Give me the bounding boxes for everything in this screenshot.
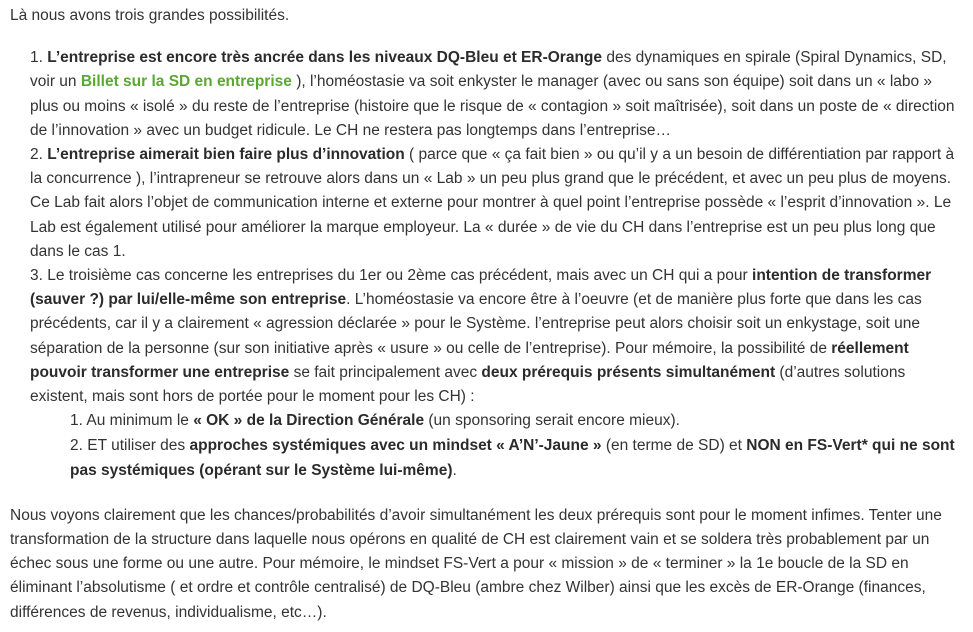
sub-item-number: 2.	[70, 437, 83, 455]
item-number: 2.	[30, 146, 43, 164]
sub-item-text: Au minimum le	[82, 412, 194, 430]
item-bold: L’entreprise aimerait bien faire plus d’innovation	[47, 146, 405, 164]
item-number: 1.	[30, 49, 43, 67]
item-bold: deux prérequis présents simultanément	[481, 363, 776, 381]
spiral-dynamics-link[interactable]: Billet sur la SD en entreprise	[80, 73, 292, 91]
item-bold: réellement pouvoir transformer une entreprise	[30, 339, 909, 381]
item-bold: L’entreprise est encore très ancrée dans les niveaux DQ-Bleu et ER-Orange	[47, 49, 603, 67]
item-number: 3.	[30, 267, 43, 285]
item-bold: intention de transformer (sauver ?) par lui/elle-même son entreprise	[30, 267, 932, 309]
item-text: (d’autres solutions existent, mais sont hors de portée pour le moment pour les CH) :	[30, 363, 906, 406]
sub-item-bold: NON en FS-Vert* qui ne sont pas systémiques (opérant sur le Système lui-même)	[70, 437, 955, 479]
list-item-1	[30, 46, 963, 143]
item-text: . L’homéostasie va encore être à l’oeuvre (et de manière plus forte que dans les cas précédents, car il y a clairement « agression déclarée » pour le Système. l’entreprise peut alors choisir soit un enkystage, soit une séparation de la personne (sur son initiative après « usure » ou celle de l’entreprise). Pour mémoire, la possibilité de	[30, 291, 922, 357]
possibilities-list	[10, 46, 963, 483]
sub-item-text: ET utiliser des	[82, 437, 190, 455]
sub-item-text: (un sponsoring serait encore mieux).	[424, 412, 680, 430]
conclusion-paragraph: Nous voyons clairement que les chances/probabilités d’avoir simultanément les deux prérequis sont pour le moment infimes. Tenter une transformation de la structure dans laquelle nous opérons en qualité de CH est clairement vain et se soldera très probablement par un échec sous une forme ou une autre. Pour mémoire, le mindset FS-Vert a pour « mission » de « terminer » la 1e boucle de la SD en éliminant l’absolutisme ( et ordre et contrôle centralisé) de DQ-Bleu (ambre chez Wilber) ainsi que les excès de ER-Orange (finances, différences de revenus, individualisme, etc…).	[10, 506, 942, 621]
prerequisites-list	[30, 409, 963, 483]
sub-item-text: (en terme de SD) et	[601, 437, 747, 455]
item-text: ), l’homéostasie va soit enkyster le manager (avec ou sans son équipe) soit dans un « labo » plus ou moins « isolé » du reste de l’entreprise (histoire que le risque de « contagion » soit maîtrisée), soit dans un poste de « direction de l’innovation » avec un budget ridicule. Le CH ne restera pas longtemps dans l’entreprise…	[30, 73, 955, 139]
item-text: des dynamiques en spirale (Spiral Dynamics, SD, voir un	[30, 49, 947, 91]
item-text: Le troisième cas concerne les entreprises du 1er ou 2ème cas précédent, mais avec un CH qui a pour	[42, 267, 753, 285]
item-text: se fait principalement avec	[289, 363, 482, 381]
sub-item-text: .	[452, 461, 457, 479]
intro-paragraph: Là nous avons trois grandes possibilités.	[10, 7, 290, 24]
sub-item-1	[70, 409, 963, 433]
list-item-2	[30, 143, 963, 264]
list-item-3	[30, 264, 963, 483]
item-text: ( parce que « ça fait bien » ou qu’il y a un besoin de différentiation par rapport à la concurrence ), l’intrapreneur se retrouve alors dans un « Lab » un peu plus grand que le précédent, et avec un peu plus de moyens. Ce Lab fait alors l’objet de communication interne et externe pour montrer à quel point l’entreprise possède « l’esprit d’innovation ». Le Lab est également utilisé pour améliorer la marque employeur. La « durée » de vie du CH dans l’entreprise est un peu plus long que dans le cas 1.	[30, 146, 955, 260]
sub-item-2	[70, 434, 963, 482]
sub-item-bold: approches systémiques avec un mindset « A’N’-Jaune »	[189, 437, 602, 455]
sub-item-bold: « OK » de la Direction Générale	[193, 412, 425, 430]
sub-item-number: 1.	[70, 412, 83, 430]
